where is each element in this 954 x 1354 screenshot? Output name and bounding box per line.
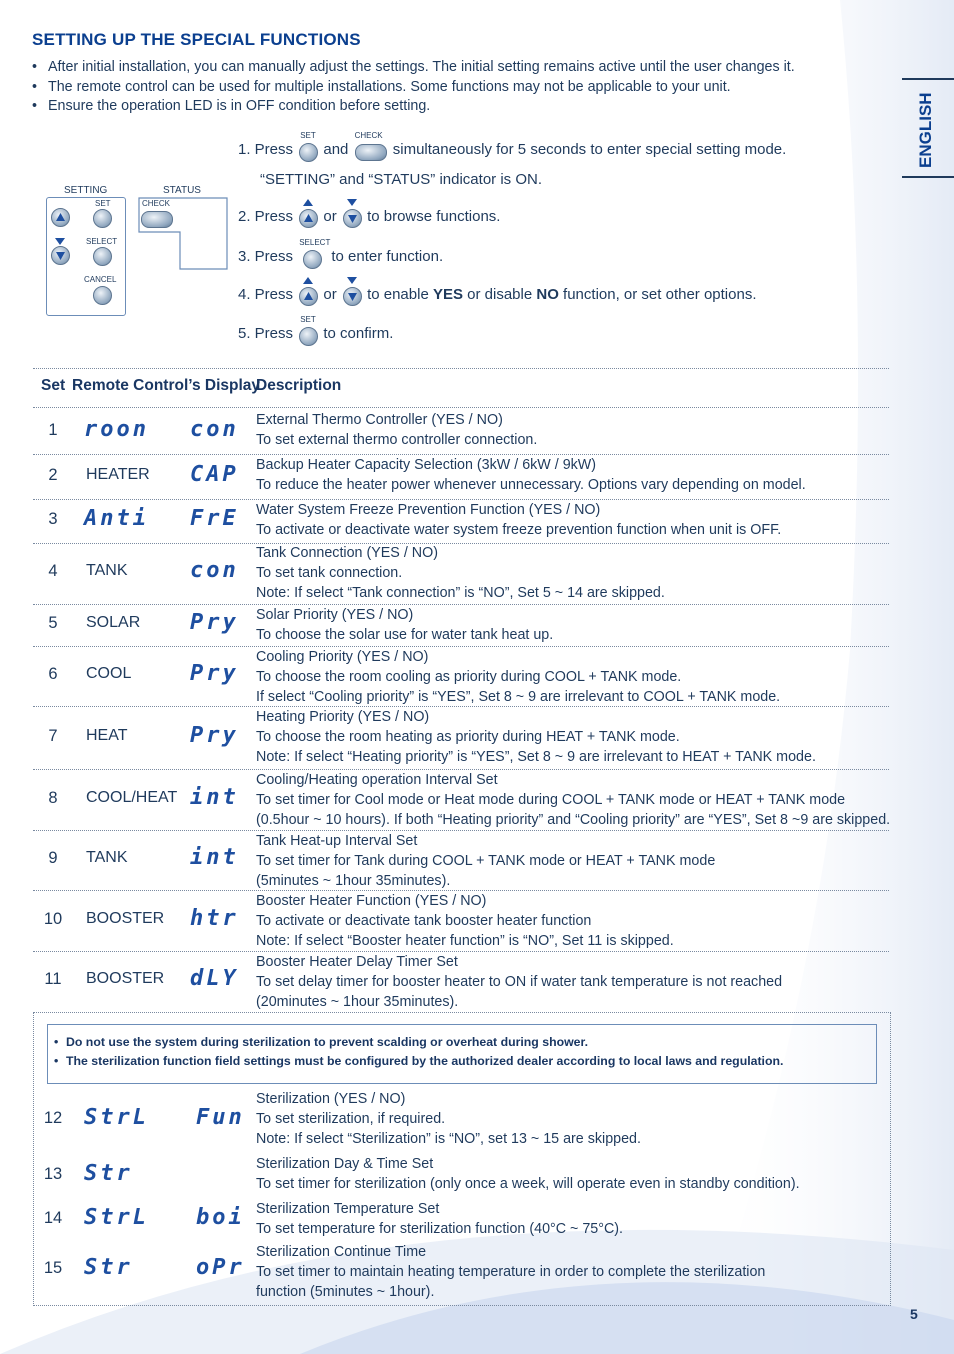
description-line: Sterilization Day & Time Set bbox=[256, 1156, 434, 1172]
check-label: CHECK bbox=[142, 199, 171, 208]
language-label: ENGLISH bbox=[916, 92, 935, 168]
divider bbox=[33, 407, 889, 408]
select-label: SELECT bbox=[299, 238, 331, 247]
description-line: (20minutes ~ 1hour 35minutes). bbox=[256, 994, 459, 1010]
description-line: To set delay timer for booster heater to ON if water tank temperature is not reached bbox=[256, 974, 783, 990]
lcd-segment-right: con bbox=[190, 416, 239, 442]
remote-diagram bbox=[46, 185, 236, 317]
description-line: To set external thermo controller connection. bbox=[256, 432, 538, 448]
check-label: CHECK bbox=[354, 131, 383, 140]
lcd-segment-right: int bbox=[190, 845, 239, 870]
display-label: BOOSTER bbox=[86, 969, 165, 987]
set-label: SET bbox=[300, 315, 316, 324]
row-number: 6 bbox=[48, 665, 58, 683]
check-button-icon bbox=[353, 131, 389, 160]
lcd-segment-left: Anti bbox=[84, 506, 149, 531]
lcd-segment-right: dLY bbox=[190, 965, 239, 991]
row-description bbox=[256, 707, 896, 767]
step-text: to browse functions. bbox=[367, 207, 501, 225]
row-number: 13 bbox=[43, 1164, 63, 1183]
step-text: or bbox=[323, 207, 337, 225]
row-description bbox=[256, 831, 896, 891]
step-text: simultaneously for 5 seconds to enter special setting mode. bbox=[392, 140, 787, 158]
divider bbox=[33, 646, 889, 647]
description-line: Note: If select “Booster heater function” is “NO”, Set 11 is skipped. bbox=[256, 933, 674, 949]
intro-bullet: • Ensure the operation LED is in OFF condition before setting. bbox=[30, 97, 850, 117]
row-number: 7 bbox=[48, 726, 58, 745]
description-line: Cooling Priority (YES / NO) bbox=[256, 649, 429, 665]
step-text: 4. Press bbox=[238, 285, 294, 303]
step-text: to enable bbox=[367, 285, 429, 303]
up-button-icon bbox=[297, 285, 319, 305]
warning-item: • The sterilization function field settings must be configured by the authorized dealer according to local laws and regulation. bbox=[54, 1052, 876, 1071]
set-button-icon bbox=[297, 131, 319, 160]
select-button[interactable] bbox=[93, 247, 112, 266]
step-text: or bbox=[323, 285, 337, 303]
row-number: 12 bbox=[43, 1109, 63, 1127]
yes-text: YES bbox=[432, 285, 463, 303]
description-line: Tank Connection (YES / NO) bbox=[256, 545, 438, 561]
row-number: 9 bbox=[48, 849, 58, 867]
divider bbox=[33, 368, 889, 369]
set-button[interactable] bbox=[93, 209, 112, 228]
row-description bbox=[256, 647, 896, 707]
lcd-segment-left: Str bbox=[84, 1255, 133, 1280]
divider bbox=[33, 890, 889, 891]
description-line: Note: If select “Tank connection” is “NO”, Set 5 ~ 14 are skipped. bbox=[256, 585, 665, 601]
step-2 bbox=[238, 207, 500, 227]
header-description: Description bbox=[256, 377, 342, 394]
lcd-segment-left: roon bbox=[84, 416, 149, 442]
description-line: Solar Priority (YES / NO) bbox=[256, 607, 414, 623]
description-line: If select “Cooling priority” is “YES”, Set 8 ~ 9 are irrelevant to COOL + TANK mode. bbox=[256, 689, 781, 705]
divider bbox=[33, 499, 889, 500]
lcd-segment-right: Fun bbox=[196, 1105, 245, 1130]
row-number: 14 bbox=[43, 1208, 63, 1227]
divider bbox=[33, 604, 889, 605]
description-line: (0.5hour ~ 10 hours). If both “Heating priority” and “Cooling priority” are “YES”, Set 8 ~9 are skipped. bbox=[256, 812, 891, 828]
display-label: TANK bbox=[86, 849, 128, 866]
lcd-segment-right: int bbox=[190, 784, 239, 810]
description-line: Sterilization Continue Time bbox=[256, 1244, 427, 1260]
description-line: To reduce the heater power whenever unnecessary. Options vary depending on model. bbox=[256, 477, 806, 493]
row-number: 1 bbox=[48, 420, 58, 439]
row-description bbox=[256, 891, 896, 951]
status-label: STATUS bbox=[163, 185, 201, 196]
divider bbox=[33, 706, 889, 707]
step-text: to confirm. bbox=[323, 324, 394, 342]
header-set: Set bbox=[41, 377, 66, 394]
step-3 bbox=[238, 238, 444, 267]
row-description bbox=[256, 455, 896, 495]
page-number: 5 bbox=[910, 1306, 918, 1322]
divider bbox=[33, 830, 889, 831]
set-label: SET bbox=[300, 131, 316, 140]
row-number: 15 bbox=[43, 1259, 63, 1277]
intro-bullet: • The remote control can be used for multiple installations. Some functions may not be applicable to your unit. bbox=[30, 78, 850, 98]
row-number: 8 bbox=[48, 788, 58, 807]
lcd-segment-right: htr bbox=[190, 905, 239, 931]
warning-item: • Do not use the system during sterilization to prevent scalding or overheat during shower. bbox=[54, 1033, 876, 1052]
display-label: BOOSTER bbox=[86, 909, 165, 927]
row-description bbox=[256, 770, 896, 830]
description-line: To set timer to maintain heating temperature in order to complete the sterilization bbox=[256, 1264, 766, 1280]
lcd-segment-right: CAP bbox=[190, 461, 239, 487]
down-button[interactable] bbox=[51, 246, 70, 265]
step-4 bbox=[238, 285, 757, 305]
divider bbox=[33, 543, 889, 544]
lcd-segment-left: StrL bbox=[84, 1204, 149, 1230]
description-line: To choose the room cooling as priority during COOL + TANK mode. bbox=[256, 669, 682, 685]
lcd-segment-right: oPr bbox=[196, 1255, 245, 1280]
description-line: To set temperature for sterilization function (40°C ~ 75°C). bbox=[256, 1221, 624, 1237]
row-description bbox=[256, 543, 896, 603]
step-text: 2. Press bbox=[238, 207, 294, 225]
description-line: To activate or deactivate tank booster heater function bbox=[256, 913, 592, 929]
lcd-segment-right: Pry bbox=[190, 610, 239, 635]
lcd-segment-left: Str bbox=[84, 1160, 133, 1186]
step-text: function, or set other options. bbox=[563, 285, 757, 303]
step-text: or disable bbox=[467, 285, 533, 303]
header-display: Remote Control’s Display bbox=[72, 377, 261, 394]
up-button[interactable] bbox=[51, 208, 70, 227]
step-text: 5. Press bbox=[238, 324, 294, 342]
cancel-button[interactable] bbox=[93, 286, 112, 305]
row-number: 10 bbox=[43, 909, 63, 928]
description-line: To activate or deactivate water system freeze prevention function when unit is OFF. bbox=[256, 522, 782, 538]
description-line: Cooling/Heating operation Interval Set bbox=[256, 772, 498, 788]
divider bbox=[33, 454, 889, 455]
lcd-segment-left: StrL bbox=[84, 1105, 149, 1130]
cancel-label: CANCEL bbox=[84, 275, 117, 284]
description-line: Sterilization (YES / NO) bbox=[256, 1091, 406, 1107]
row-description bbox=[256, 952, 896, 1012]
down-button-icon bbox=[341, 285, 363, 305]
step-text: 1. Press bbox=[238, 140, 294, 158]
no-text: NO bbox=[536, 285, 559, 303]
description-line: Tank Heat-up Interval Set bbox=[256, 833, 418, 849]
divider bbox=[33, 769, 889, 770]
lcd-segment-right: con bbox=[190, 558, 239, 583]
description-line: External Thermo Controller (YES / NO) bbox=[256, 412, 503, 428]
setting-label: SETTING bbox=[64, 185, 108, 196]
row-description bbox=[256, 500, 896, 540]
select-label: SELECT bbox=[86, 237, 118, 246]
lcd-segment-right: Pry bbox=[190, 661, 239, 686]
description-line: Booster Heater Function (YES / NO) bbox=[256, 893, 487, 909]
description-line: function (5minutes ~ 1hour). bbox=[256, 1284, 435, 1300]
row-number: 2 bbox=[48, 465, 58, 484]
language-tab bbox=[902, 78, 954, 178]
description-line: (5minutes ~ 1hour 35minutes). bbox=[256, 873, 451, 889]
description-line: To set timer for sterilization (only once a week, will operate even in standby condition). bbox=[256, 1176, 800, 1192]
description-line: To choose the room heating as priority during HEAT + TANK mode. bbox=[256, 729, 680, 745]
page-title: SETTING UP THE SPECIAL FUNCTIONS bbox=[32, 30, 361, 49]
display-label: COOL bbox=[86, 665, 132, 682]
step-1-note: “SETTING” and “STATUS” indicator is ON. bbox=[260, 171, 542, 188]
description-line: To set sterilization, if required. bbox=[256, 1111, 446, 1127]
display-label: SOLAR bbox=[86, 614, 141, 631]
description-line: To set timer for Tank during COOL + TANK mode or HEAT + TANK mode bbox=[256, 853, 716, 869]
display-label: COOL/HEAT bbox=[86, 788, 178, 806]
description-line: To set tank connection. bbox=[256, 565, 403, 581]
set-label: SET bbox=[95, 199, 111, 208]
set-button-icon bbox=[297, 315, 319, 344]
row-number: 11 bbox=[44, 969, 62, 988]
row-description bbox=[256, 410, 896, 450]
down-arrow-icon bbox=[55, 238, 65, 246]
down-button-icon bbox=[341, 207, 363, 227]
row-number: 4 bbox=[48, 562, 58, 580]
lcd-segment-right: FrE bbox=[190, 506, 239, 531]
select-button-icon bbox=[297, 238, 331, 267]
check-button[interactable] bbox=[141, 211, 173, 228]
lcd-segment-right: Pry bbox=[190, 722, 239, 748]
description-line: Note: If select “Sterilization” is “NO”, set 13 ~ 15 are skipped. bbox=[256, 1131, 641, 1147]
up-button-icon bbox=[297, 207, 319, 227]
description-line: Sterilization Temperature Set bbox=[256, 1201, 440, 1217]
display-label: HEAT bbox=[86, 726, 128, 744]
step-text: 3. Press bbox=[238, 247, 294, 265]
step-text: to enter function. bbox=[331, 247, 444, 265]
row-number: 5 bbox=[48, 614, 58, 632]
row-number: 3 bbox=[48, 510, 58, 528]
description-line: Backup Heater Capacity Selection (3kW / 6kW / 9kW) bbox=[256, 457, 597, 473]
description-line: Water System Freeze Prevention Function (YES / NO) bbox=[256, 502, 601, 518]
step-5 bbox=[238, 315, 394, 344]
description-line: To set timer for Cool mode or Heat mode during COOL + TANK mode or HEAT + TANK mode bbox=[256, 792, 846, 808]
display-label: HEATER bbox=[86, 465, 150, 483]
description-line: Heating Priority (YES / NO) bbox=[256, 709, 430, 725]
description-line: Booster Heater Delay Timer Set bbox=[256, 954, 458, 970]
warning-box bbox=[47, 1024, 877, 1084]
description-line: To choose the solar use for water tank heat up. bbox=[256, 627, 554, 643]
display-label: TANK bbox=[86, 562, 128, 579]
step-1 bbox=[238, 131, 787, 160]
step-text: and bbox=[323, 140, 349, 158]
row-description bbox=[256, 605, 896, 645]
intro-bullet: • After initial installation, you can manually adjust the settings. The initial setting remains active until the user changes it. bbox=[30, 58, 850, 78]
divider bbox=[33, 951, 889, 952]
description-line: Note: If select “Heating priority” is “YES”, Set 8 ~ 9 are irrelevant to HEAT + TANK mode. bbox=[256, 749, 816, 765]
lcd-segment-right: boi bbox=[196, 1204, 245, 1230]
intro-bullets bbox=[30, 58, 850, 117]
